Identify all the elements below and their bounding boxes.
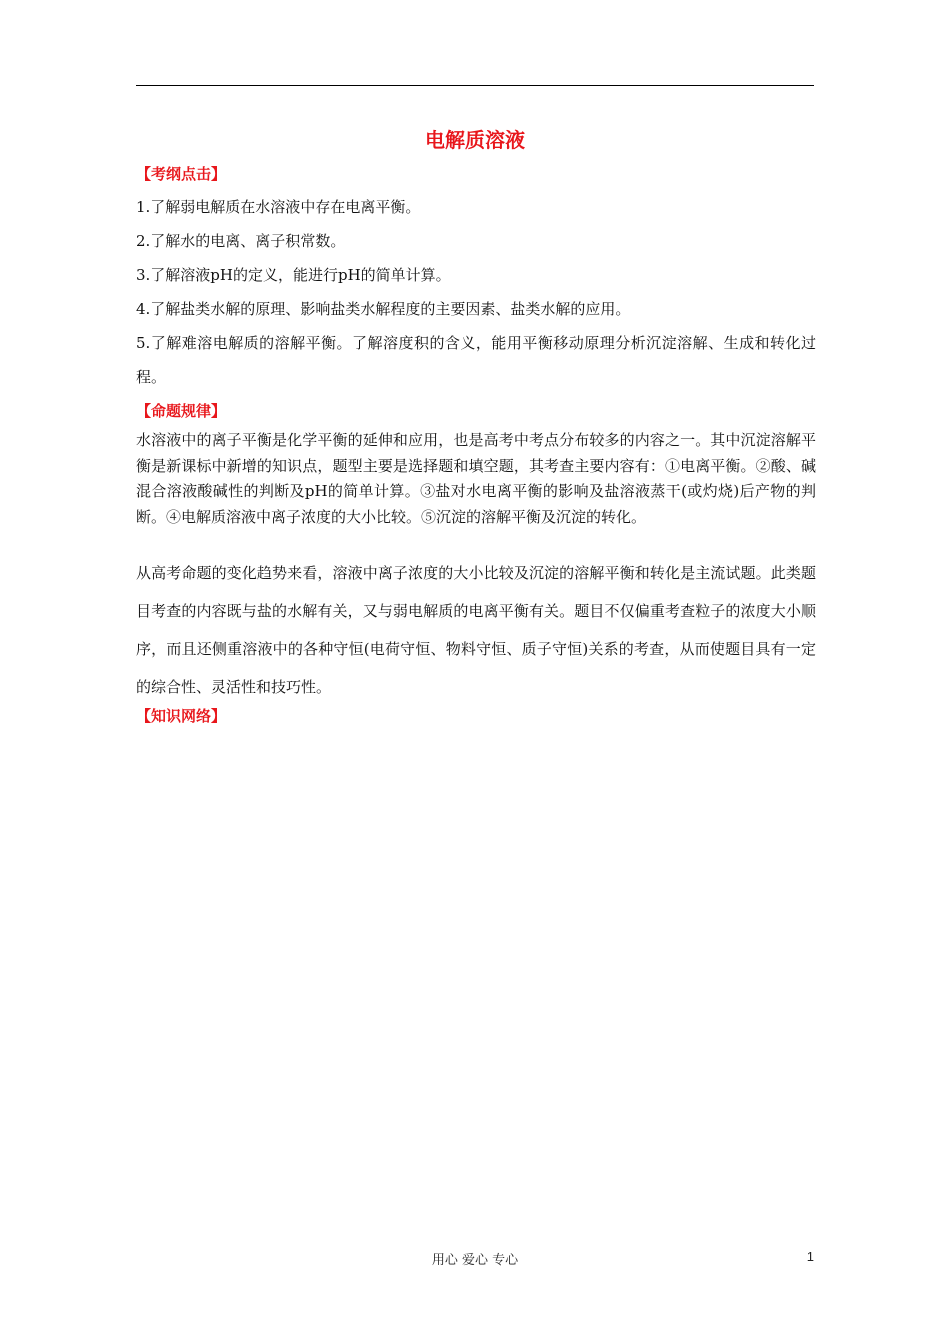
section-heading-pattern: 【命题规律】 bbox=[136, 402, 227, 420]
outline-item: 5.了解难溶电解质的溶解平衡。了解溶度积的含义，能用平衡移动原理分析沉淀溶解、生成和转化过程。 bbox=[136, 334, 816, 386]
outline-item: 1.了解弱电解质在水溶液中存在电离平衡。 bbox=[136, 198, 421, 216]
outline-item: 2.了解水的电离、离子积常数。 bbox=[136, 232, 346, 250]
pattern-paragraph-2: 从高考命题的变化趋势来看，溶液中离子浓度的大小比较及沉淀的溶解平衡和转化是主流试题。此类题目考查的内容既与盐的水解有关，又与弱电解质的电离平衡有关。题目不仅偏重考查粒子的浓度大小顺序，而且还侧重溶液中的各种守恒(电荷守恒、物料守恒、质子守恒)关系的考查，从而使题目具有一定的综合性、灵活性和技巧性。 bbox=[136, 564, 816, 696]
outline-list bbox=[136, 190, 816, 394]
document-title: 电解质溶液 bbox=[425, 128, 525, 152]
page-number: 1 bbox=[806, 1249, 814, 1264]
outline-item: 4.了解盐类水解的原理、影响盐类水解程度的主要因素、盐类水解的应用。 bbox=[136, 300, 631, 318]
footer-text: 用心 爱心 专心 bbox=[431, 1253, 519, 1268]
pattern-paragraph-1: 水溶液中的离子平衡是化学平衡的延伸和应用，也是高考中考点分布较多的内容之一。其中沉淀溶解平衡是新课标中新增的知识点，题型主要是选择题和填空题，其考查主要内容有：①电离平衡。②酸、碱混合溶液酸碱性的判断及pH的简单计算。③盐对水电离平衡的影响及盐溶液蒸干(或灼烧)后产物的判断。④电解质溶液中离子浓度的大小比较。⑤沉淀的溶解平衡及沉淀的转化。 bbox=[136, 431, 816, 526]
section-heading-outline: 【考纲点击】 bbox=[136, 165, 227, 183]
outline-item: 3.了解溶液pH的定义，能进行pH的简单计算。 bbox=[136, 266, 451, 284]
section-heading-network: 【知识网络】 bbox=[136, 707, 227, 725]
header-rule bbox=[136, 85, 814, 86]
